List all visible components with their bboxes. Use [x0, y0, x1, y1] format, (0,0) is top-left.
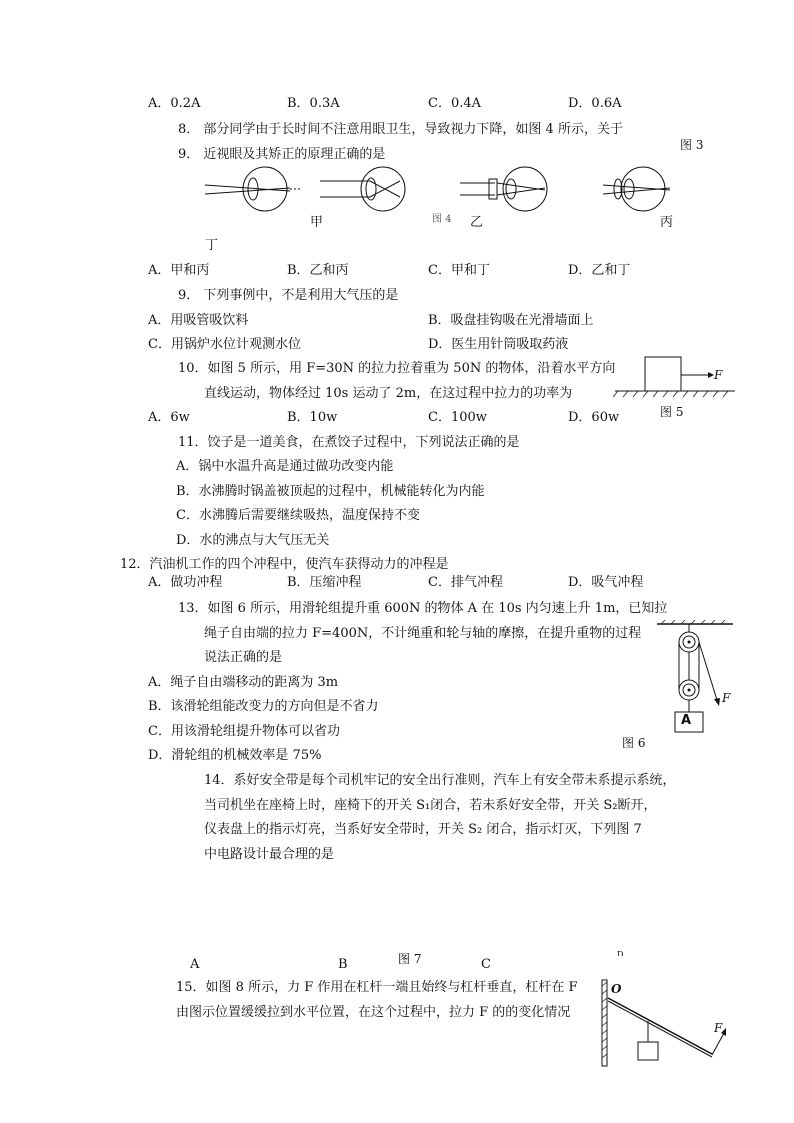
fig5-caption: 图 5 — [660, 405, 684, 419]
q15-stem-line2: 由图示位置缓缓拉到水平位置，在这个过程中，拉力 F 的的变化情况 — [176, 1005, 571, 1020]
q13-stem-line2: 绳子自由端的拉力 F=400N，不计绳重和轮与轴的摩擦，在提升重物的过程 — [204, 626, 642, 641]
fig7-caption: 图 7 — [398, 952, 422, 966]
q8-option-b: B．乙和丙 — [287, 263, 349, 278]
q14-stem-line4: 中电路设计最合理的是 — [204, 847, 335, 862]
q9-option-a: A．用吸管吸饮料 — [148, 313, 249, 328]
q11-stem: 11．饺子是一道美食，在煮饺子过程中，下列说法正确的是 — [178, 435, 520, 450]
q11-option-b: B．水沸腾时锅盖被顶起的过程中，机械能转化为内能 — [176, 484, 485, 499]
eye-ding — [603, 167, 670, 211]
fig4-eye-diagrams — [205, 166, 705, 216]
q8-stem-line2: 9． 近视眼及其矫正的原理正确的是 — [178, 147, 386, 162]
fig7-label-b: B — [338, 957, 348, 972]
fig8-pivot-label: O — [611, 982, 622, 996]
q9-option-b: B．吸盘挂钩吸在光滑墙面上 — [428, 313, 594, 328]
fig3-label: 图 3 — [680, 138, 704, 152]
q10-option-c: C．100w — [428, 410, 487, 425]
fig4-label-yi: 乙 — [470, 215, 484, 230]
q10-option-b: B．10w — [287, 410, 338, 425]
q8-option-c: C．甲和丁 — [428, 263, 490, 278]
q12-stem: 12．汽油机工作的四个冲程中，使汽车获得动力的冲程是 — [120, 557, 449, 572]
fig7-label-d: D — [617, 951, 624, 956]
eye-yi — [320, 167, 405, 211]
q9-stem: 9． 下列事例中，不是利用大气压的是 — [178, 288, 399, 303]
q7-option-c: C．0.4A — [428, 96, 482, 111]
q11-option-a: A．锅中水温升高是通过做功改变内能 — [176, 459, 394, 474]
q7-option-a: A．0.2A — [148, 96, 201, 111]
q7-option-d: D．0.6A — [568, 96, 622, 111]
q14-stem-line1: 14．系好安全带是每个司机牢记的安全出行准则，汽车上有安全带未系提示系统， — [204, 773, 676, 788]
q11-option-d: D．水的沸点与大气压无关 — [176, 533, 330, 548]
q10-option-d: D．60w — [568, 410, 620, 425]
q13-option-a: A．绳子自由端移动的距离为 3m — [148, 675, 339, 690]
q12-option-d: D．吸气冲程 — [568, 575, 644, 590]
q8-option-d: D．乙和丁 — [568, 263, 631, 278]
fig6-caption: 图 6 — [622, 736, 646, 750]
fig4-label-ding: 丁 — [205, 238, 219, 253]
q10-option-a: A．6w — [148, 410, 190, 425]
q12-option-a: A．做功冲程 — [148, 575, 223, 590]
q14-stem-line3: 仪表盘上的指示灯亮，当系好安全带时，开关 S₂ 闭合，指示灯灭，下列图 7 — [204, 822, 642, 837]
q10-stem-line1: 10．如图 5 所示，用 F=30N 的拉力拉着重为 50N 的物体，沿着水平方向 — [178, 361, 616, 376]
fig4-label-jia: 甲 — [310, 215, 324, 230]
fig7-label-c: C — [481, 957, 491, 972]
eye-jia — [205, 167, 300, 211]
fig4-label-bing: 丙 — [660, 215, 674, 230]
q15-stem-line1: 15．如图 8 所示，力 F 作用在杠杆一端且始终与杠杆垂直，杠杆在 F — [176, 980, 578, 995]
q14-stem-line2: 当司机坐在座椅上时，座椅下的开关 S₁闭合，若未系好安全带，开关 S₂断开， — [204, 798, 657, 813]
q12-option-c: C．排气冲程 — [428, 575, 503, 590]
fig6-block-label: A — [681, 713, 692, 728]
q13-option-b: B．该滑轮组能改变力的方向但是不省力 — [148, 699, 379, 714]
fig6-pulley-diagram — [655, 620, 735, 735]
q9-option-d: D．医生用针筒吸取药液 — [428, 337, 569, 352]
q13-stem-line1: 13．如图 6 所示，用滑轮组提升重 600N 的物体 A 在 10s 内匀速上升 1m，已知拉 — [178, 601, 668, 616]
fig6-force-label: F — [722, 691, 731, 705]
q10-stem-line2: 直线运动，物体经过 10s 运动了 2m，在这过程中拉力的功率为 — [204, 386, 573, 401]
q11-option-c: C．水沸腾后需要继续吸热，温度保持不变 — [176, 508, 420, 523]
q12-option-b: B．压缩冲程 — [287, 575, 362, 590]
q9-option-c: C．用锅炉水位计观测水位 — [148, 337, 301, 352]
q13-option-d: D．滑轮组的机械效率是 75% — [148, 748, 322, 763]
fig4-caption: 图 4 — [432, 214, 452, 225]
q8-stem-line1: 8． 部分同学由于长时间不注意用眼卫生，导致视力下降，如图 4 所示，关于 — [178, 122, 623, 137]
q13-option-c: C．用该滑轮组提升物体可以省功 — [148, 724, 340, 739]
q7-option-b: B．0.3A — [287, 96, 340, 111]
q13-stem-line3: 说法正确的是 — [204, 650, 283, 665]
q8-option-a: A．甲和丙 — [148, 263, 210, 278]
fig7-label-a: A — [190, 957, 200, 972]
fig8-force-label: F — [714, 1021, 723, 1035]
eye-bing — [460, 167, 547, 211]
fig5-force-label: F — [714, 368, 723, 382]
